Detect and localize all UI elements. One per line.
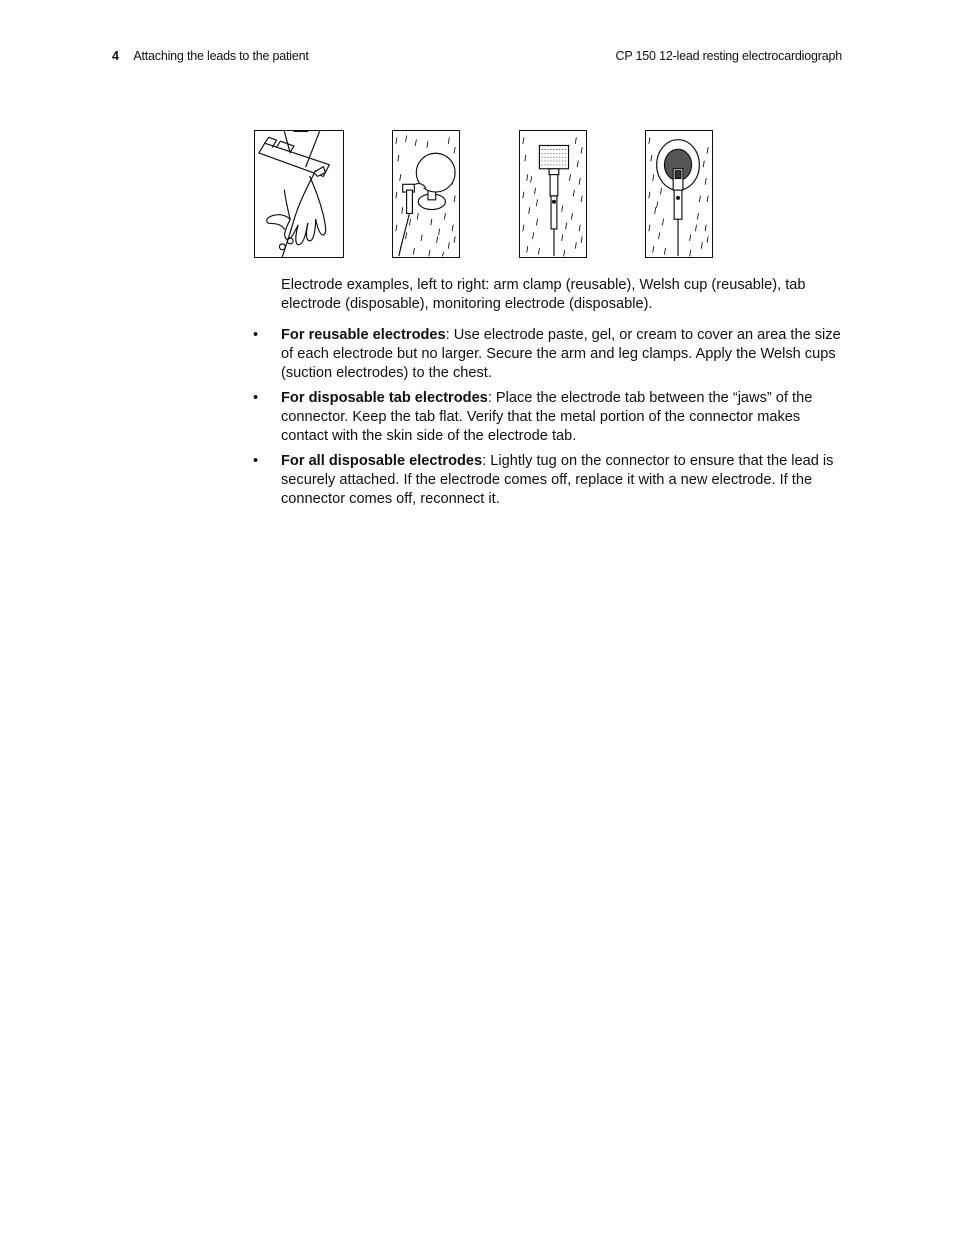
bullet-text: : Place the electrode tab between the “jaws” of the connector. Keep the tab flat. Verify that the metal portion of the connector makes contact with the skin side of the electrode tab. <box>281 390 813 444</box>
document-title: CP 150 12-lead resting electrocardiograph <box>615 49 842 63</box>
section-title: Attaching the leads to the patient <box>133 49 309 63</box>
monitoring-electrode-icon <box>646 131 712 257</box>
page-number: 4 <box>112 49 119 63</box>
bullet-title: For disposable tab electrodes <box>281 390 488 406</box>
bullet-marker: • <box>253 453 259 469</box>
tab-electrode-icon <box>520 131 586 257</box>
bullet-text: : Use electrode paste, gel, or cream to cover an area the size of each electrode but no larger. Secure the arm and leg clamps. Apply the Welsh cups (suction electrodes) to the chest. <box>281 327 841 381</box>
instruction-list <box>253 326 846 515</box>
figure-welsh-cup <box>392 130 460 258</box>
figure-caption: Electrode examples, left to right: arm clamp (reusable), Welsh cup (reusable), tab electrode (disposable), monitoring electrode (disposable). <box>281 277 806 312</box>
running-header-left <box>112 49 309 63</box>
figure-monitoring-electrode <box>645 130 713 258</box>
figure-tab-electrode <box>519 130 587 258</box>
figure-arm-clamp <box>254 130 344 258</box>
bullet-title: For reusable electrodes <box>281 327 446 343</box>
bullet-marker: • <box>253 327 259 343</box>
bullet-marker: • <box>253 390 259 406</box>
arm-clamp-electrode-icon <box>255 131 343 257</box>
welsh-cup-electrode-icon <box>393 131 459 257</box>
list-item <box>253 452 846 509</box>
list-item <box>253 326 846 383</box>
bullet-text: : Lightly tug on the connector to ensure that the lead is securely attached. If the electrode comes off, replace it with a new electrode. If the connector comes off, reconnect it. <box>281 453 834 507</box>
bullet-title: For all disposable electrodes <box>281 453 483 469</box>
list-item <box>253 389 846 446</box>
